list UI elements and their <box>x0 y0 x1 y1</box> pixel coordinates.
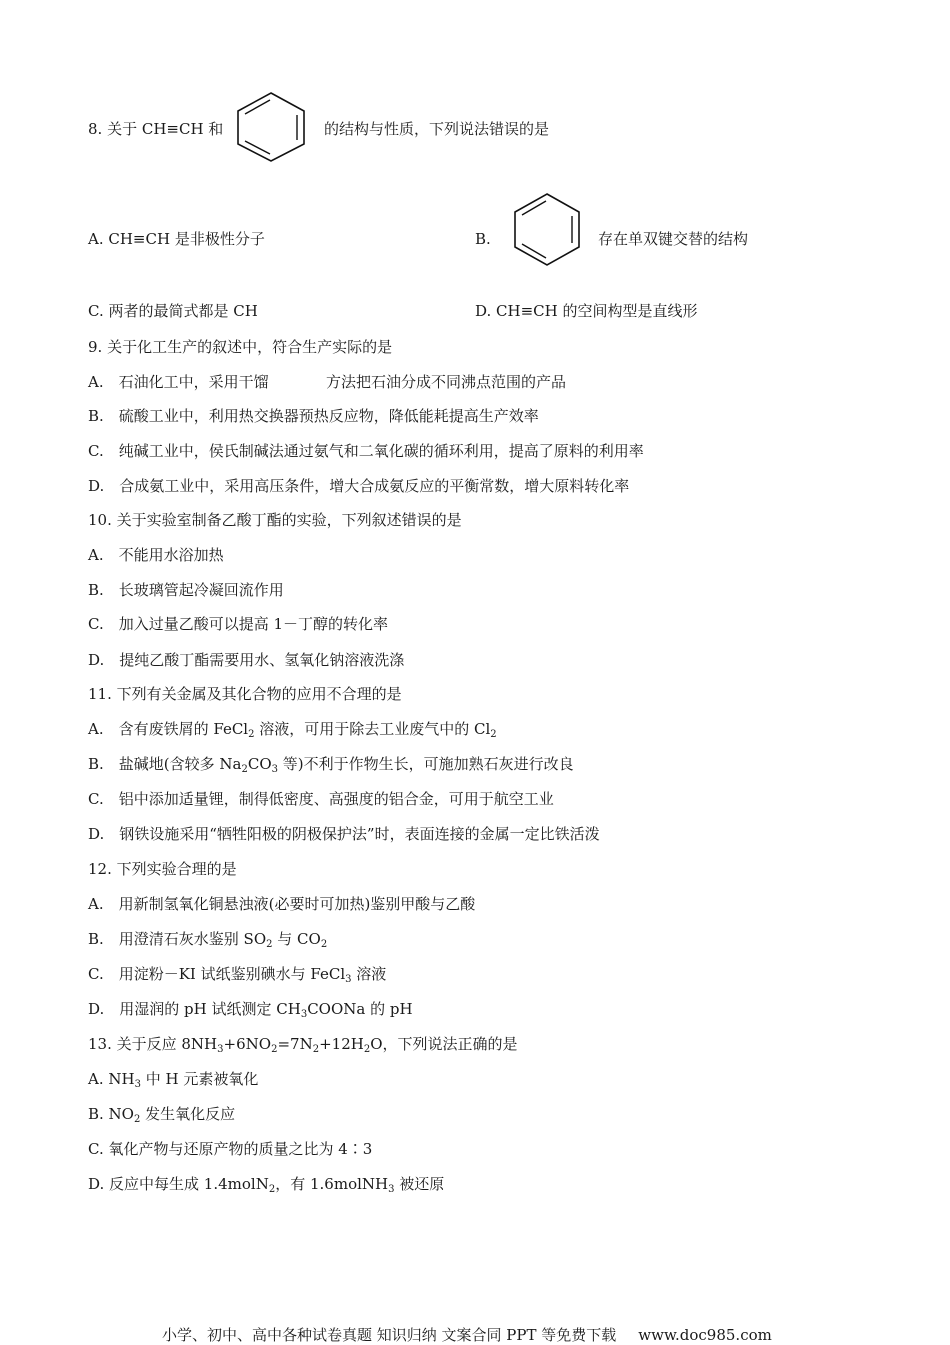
q8-option-a: A. CH≡CH 是非极性分子 <box>88 230 265 248</box>
q11-option-c: C. 铝中添加适量锂，制得低密度、高强度的铝合金，可用于航空工业 <box>88 790 554 808</box>
q12-option-c: C. 用淀粉－KI 试纸鉴别碘水与 FeCl$_3$ 溶液 <box>88 965 387 985</box>
q9-option-b: B. 硫酸工业中，利用热交换器预热反应物，降低能耗提高生产效率 <box>88 407 539 425</box>
q9-option-a-part2: 方法把石油分成不同沸点范围的产品 <box>326 373 567 391</box>
q10-option-d: D. 提纯乙酸丁酯需要用水、氢氧化钠溶液洗涤 <box>88 651 405 669</box>
q12-option-b: B. 用澄清石灰水鉴别 $SO_2$ 与 $CO_2$ <box>88 930 328 950</box>
q8-option-b-letter: B. <box>475 230 491 248</box>
page-footer <box>162 1324 772 1345</box>
q10-option-c: C. 加入过量乙酸可以提高 1－丁醇的转化率 <box>88 615 389 633</box>
q13-option-c: C. 氧化产物与还原产物的质量之比为 4∶3 <box>88 1140 373 1158</box>
q10-stem: 10. 关于实验室制备乙酸丁酯的实验，下列叙述错误的是 <box>88 511 462 529</box>
q9-option-c: C. 纯碱工业中，侯氏制碱法通过氨气和二氧化碳的循环利用，提高了原料的利用率 <box>88 442 644 460</box>
q8-stem-part2: 的结构与性质，下列说法错误的是 <box>324 120 550 138</box>
q9-option-a-part1: A. 石油化工中，采用干馏 <box>88 373 269 391</box>
benzene-structure-icon <box>510 191 584 268</box>
q8-stem-part1: 8. 关于 CH≡CH 和 <box>88 120 224 138</box>
q13-option-a: A. $NH_3$ 中 H 元素被氧化 <box>88 1070 259 1090</box>
q10-option-a: A. 不能用水浴加热 <box>88 546 224 564</box>
q11-option-d: D. 钢铁设施采用“牺牲阳极的阴极保护法”时，表面连接的金属一定比铁活泼 <box>88 825 600 843</box>
q13-stem: 13. 关于反应 $8NH_3+6NO_2=7N_2+12H_2O$，下列说法正确的是 <box>88 1035 518 1055</box>
q8-option-d: D. CH≡CH 的空间构型是直线形 <box>475 302 698 320</box>
footer-text: 小学、初中、高中各种试卷真题 知识归纳 文案合同 PPT 等免费下载 <box>162 1326 617 1344</box>
q12-option-d: D. 用湿润的 pH 试纸测定 $CH_3COONa$ 的 pH <box>88 1000 413 1020</box>
benzene-structure-icon <box>233 90 309 164</box>
q9-option-d: D. 合成氨工业中，采用高压条件，增大合成氨反应的平衡常数，增大原料转化率 <box>88 477 630 495</box>
footer-url-link[interactable]: www.doc985.com <box>638 1326 772 1344</box>
q10-option-b: B. 长玻璃管起冷凝回流作用 <box>88 581 284 599</box>
q13-option-b: B. $NO_2$ 发生氧化反应 <box>88 1105 236 1125</box>
q8-option-c: C. 两者的最简式都是 CH <box>88 302 258 320</box>
q11-stem: 11. 下列有关金属及其化合物的应用不合理的是 <box>88 685 402 703</box>
q13-option-d: D. 反应中每生成 1.4molN$_2$，有 1.6molNH$_3$ 被还原 <box>88 1175 445 1195</box>
q12-stem: 12. 下列实验合理的是 <box>88 860 237 878</box>
q12-option-a: A. 用新制氢氧化铜悬浊液(必要时可加热)鉴别甲酸与乙酸 <box>88 895 476 913</box>
q9-stem: 9. 关于化工生产的叙述中，符合生产实际的是 <box>88 338 393 356</box>
q8-option-b-text: 存在单双键交替的结构 <box>598 230 749 248</box>
q11-option-a: A. 含有废铁屑的 FeCl$_2$ 溶液，可用于除去工业废气中的 $Cl_2$ <box>88 720 497 740</box>
q11-option-b: B. 盐碱地(含较多 $Na_2CO_3$ 等)不利于作物生长，可施加熟石灰进行改良 <box>88 755 574 775</box>
